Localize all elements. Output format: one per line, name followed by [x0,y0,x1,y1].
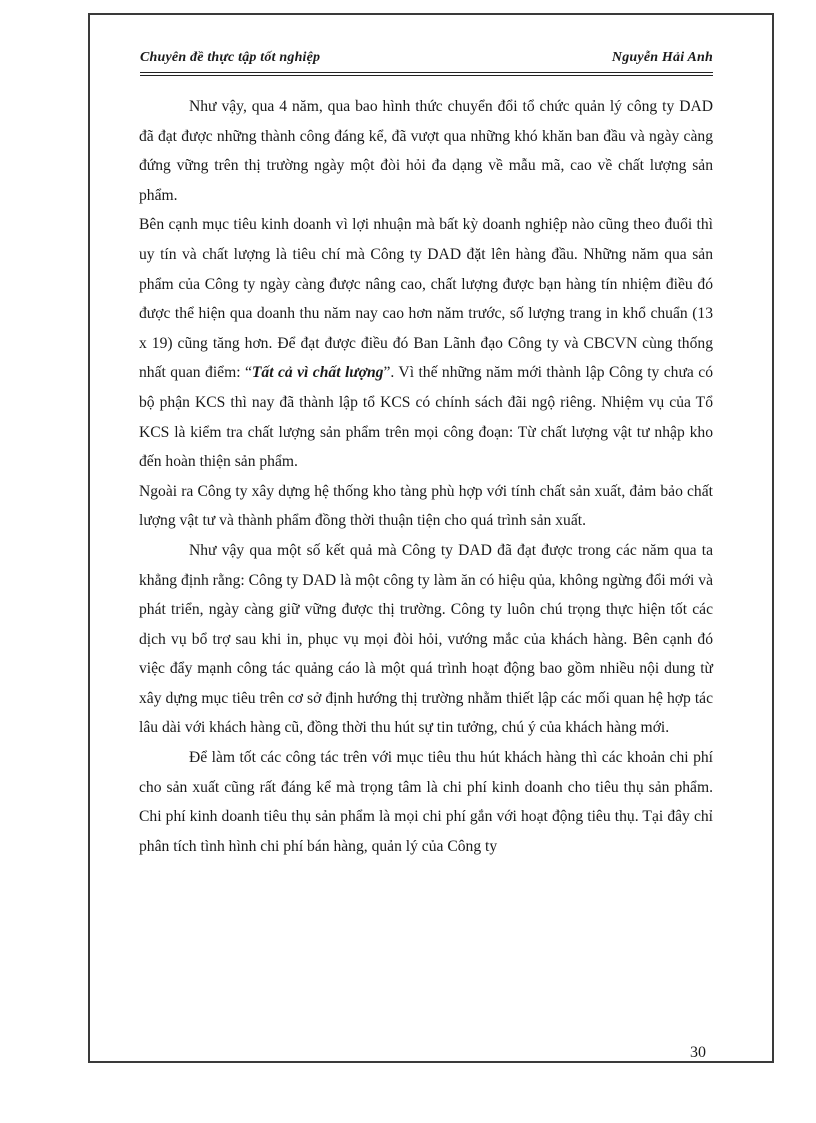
paragraph-1: Như vậy, qua 4 năm, qua bao hình thức chuyển đổi tổ chức quản lý công ty DAD đã đạt được những thành công đáng kể, đã vượt qua những khó khăn ban đầu và ngày càng đứng vững trên thị trường ngày một đòi hỏi đa dạng về mẫu mã, cao về chất lượng sản phẩm. [139,98,713,204]
paragraph-2-text-start: Bên cạnh mục tiêu kinh doanh vì lợi nhuận mà bất kỳ doanh nghiệp nào cũng theo đuổi thì uy tín và chất lượng là tiêu chí mà Công ty DAD đặt lên hàng đầu. Những năm qua sản phẩm của Công ty ngày càng được nâng cao, chất lượng được bạn hàng tín nhiệm điều đó được thể hiện qua doanh thu năm nay cao hơn năm trước, số lượng trang in khổ chuẩn (13 x 19) cũng tăng hơn. Để đạt được điều đó Ban Lãnh đạo Công ty và CBCVN cùng thống nhất quan điểm: “ [139,216,713,382]
paragraph-3: Ngoài ra Công ty xây dựng hệ thống kho tàng phù hợp với tính chất sản xuất, đảm bảo chất lượng vật tư và thành phẩm đồng thời thuận tiện cho quá trình sản xuất. [139,482,713,530]
body-text [139,92,713,861]
header-rule [140,72,713,73]
running-header [140,50,713,70]
paragraph-2-emphasis: Tất cả vì chất lượng [251,364,384,382]
paragraph-5: Để làm tốt các công tác trên với mục tiêu thu hút khách hàng thì các khoản chi phí cho sản xuất cũng rất đáng kể mà trọng tâm là chi phí kinh doanh cho tiêu thụ sản phẩm. Chi phí kinh doanh tiêu thụ sản phẩm là mọi chi phí gắn với hoạt động tiêu thụ. Tại đây chỉ phân tích tình hình chi phí bán hàng, quản lý của Công ty [139,749,713,855]
header-rule [140,75,713,76]
paragraph-2 [139,210,713,476]
header-document-title: Chuyên đề thực tập tốt nghiệp [140,50,321,65]
page-number: 30 [690,1044,706,1061]
paragraph-4: Như vậy qua một số kết quả mà Công ty DAD đã đạt được trong các năm qua ta khẳng định rằng: Công ty DAD là một công ty làm ăn có hiệu qủa, không ngừng đổi mới và phát triển, ngày càng giữ vững được thị trường. Công ty luôn chú trọng thực hiện tốt các dịch vụ bổ trợ sau khi in, phục vụ mọi đòi hỏi, vướng mắc của khách hàng. Bên cạnh đó việc đẩy mạnh công tác quảng cáo là một quá trình hoạt động bao gồm nhiều nội dung từ xây dựng mục tiêu trên cơ sở định hướng thị trường nhằm thiết lập các mối quan hệ hợp tác lâu dài với khách hàng cũ, đồng thời thu hút sự tin tưởng, chú ý của khách hàng mới. [139,541,713,737]
header-author-name: Nguyễn Hải Anh [611,50,713,65]
paragraph-2-text-end: ”. Vì thế những năm mới thành lập Công ty chưa có bộ phận KCS thì nay đã thành lập tổ KCS có chính sách đãi ngộ riêng. Nhiệm vụ của Tổ KCS là kiểm tra chất lượng sản phẩm trên mọi công đoạn: Từ chất lượng vật tư nhập kho đến hoàn thiện sản phẩm. [139,364,713,471]
